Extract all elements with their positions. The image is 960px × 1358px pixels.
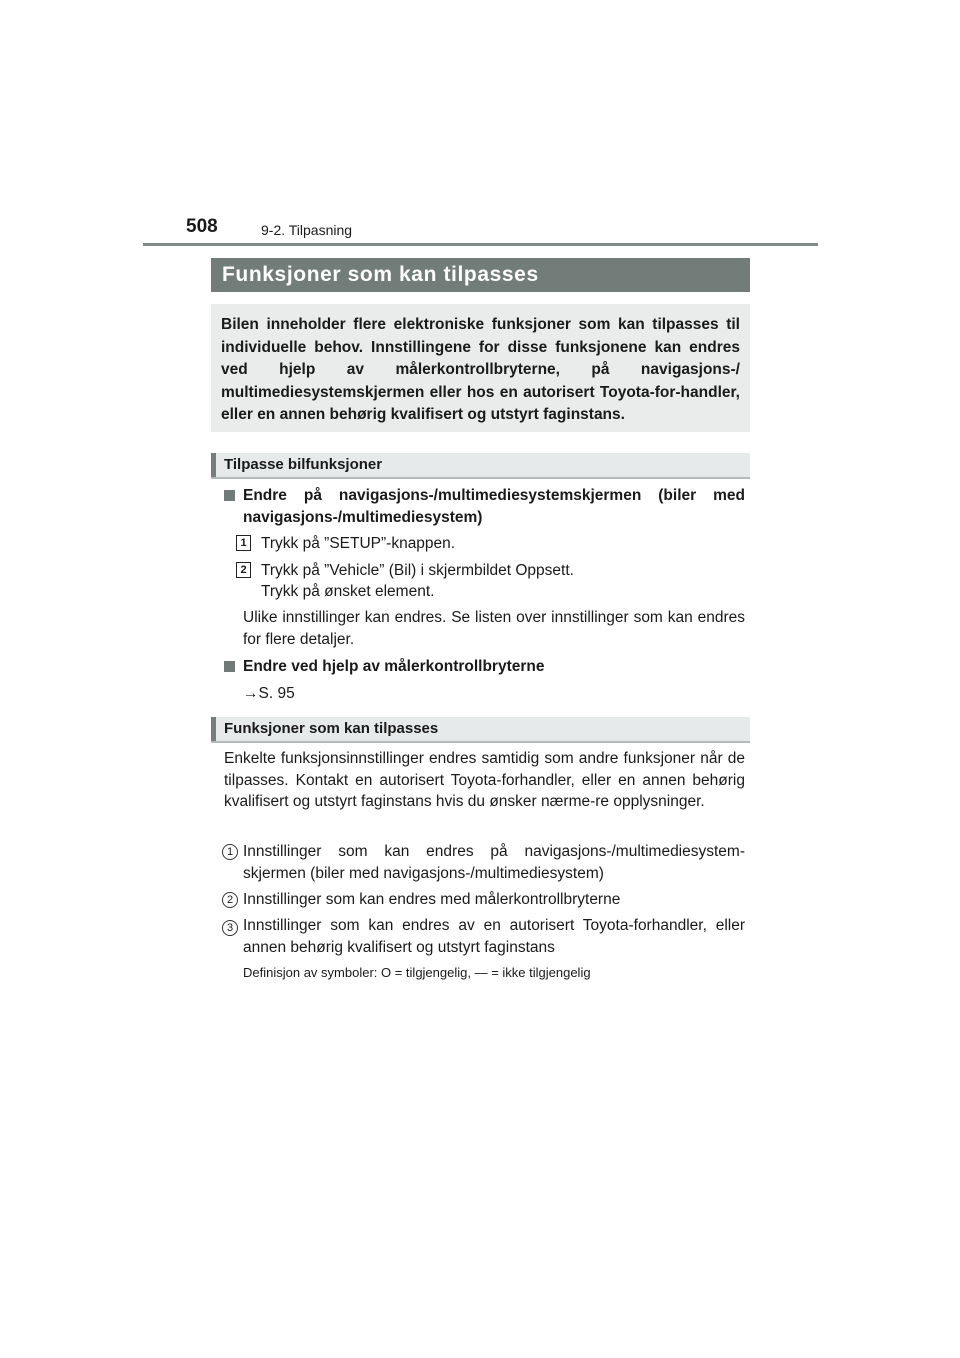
header-rule [143, 243, 818, 246]
step-number-2: 2 [236, 562, 251, 578]
bullet-meter-switches [224, 656, 745, 678]
step-number-1: 1 [236, 535, 251, 551]
step-text-2: Trykk på ”Vehicle” (Bil) i skjermbildet Oppsett. [261, 562, 574, 579]
step-text-1: Trykk på ”SETUP”-knappen. [261, 535, 456, 552]
item-text-3: Innstillinger som kan endres av en autorisert Toyota-forhandler, eller annen behørig kvalifisert og utstyrt faginstans [243, 917, 745, 956]
bullet-square-icon [224, 661, 235, 672]
item-number-2: 2 [222, 892, 238, 908]
page-reference: →S. 95 [243, 685, 295, 702]
section-label: 9-2. Tilpasning [261, 222, 353, 238]
section2-paragraph: Enkelte funksjonsinnstillinger endres samtidig som andre funksjoner når de tilpasses. Kontakt en autorisert Toyota-forhandler, eller en annen behørig kvalifisert og utstyrt faginstans hvis du ønsker nærme-re opplysninger. [224, 750, 745, 811]
item-number-1: 1 [222, 844, 238, 860]
item-text-2: Innstillinger som kan endres med målerkontrollbryterne [243, 891, 621, 908]
bullet-square-icon [224, 490, 235, 501]
bullet-label: Endre ved hjelp av målerkontrollbryterne [243, 658, 545, 675]
page-number: 508 [186, 216, 218, 237]
item-number-3: 3 [222, 920, 238, 936]
section-heading-funksjoner: Funksjoner som kan tilpasses [211, 717, 750, 741]
item-text-1: Innstillinger som kan endres på navigasjons-/multimediesystem-skjermen (biler med navigasjons-/multimediesystem) [243, 843, 745, 882]
bullet-label: Endre på navigasjons-/multimediesystemskjermen (biler med navigasjons-/multimediesystem) [243, 487, 745, 526]
bullet-navigation [224, 485, 745, 528]
intro-box: Bilen inneholder flere elektroniske funksjoner som kan tilpasses til individuelle behov. Innstillingene for disse funksjonene kan endres ved hjelp av målerkontrollbryterne, på navigasjons-/ multimediesystemskjermen eller hos en autorisert Toyota-for-handler, eller en annen behørig kvalifisert og utstyrt faginstans. [211, 304, 750, 432]
settings-note: Ulike innstillinger kan endres. Se listen over innstillinger som kan endres for flere detaljer. [243, 609, 745, 648]
step-text-2b: Trykk på ønsket element. [261, 583, 435, 600]
symbol-definition: Definisjon av symboler: O = tilgjengelig, — = ikke tilgjengelig [243, 965, 591, 980]
page-title: Funksjoner som kan tilpasses [211, 258, 750, 292]
section-heading-tilpasse: Tilpasse bilfunksjoner [211, 453, 750, 477]
